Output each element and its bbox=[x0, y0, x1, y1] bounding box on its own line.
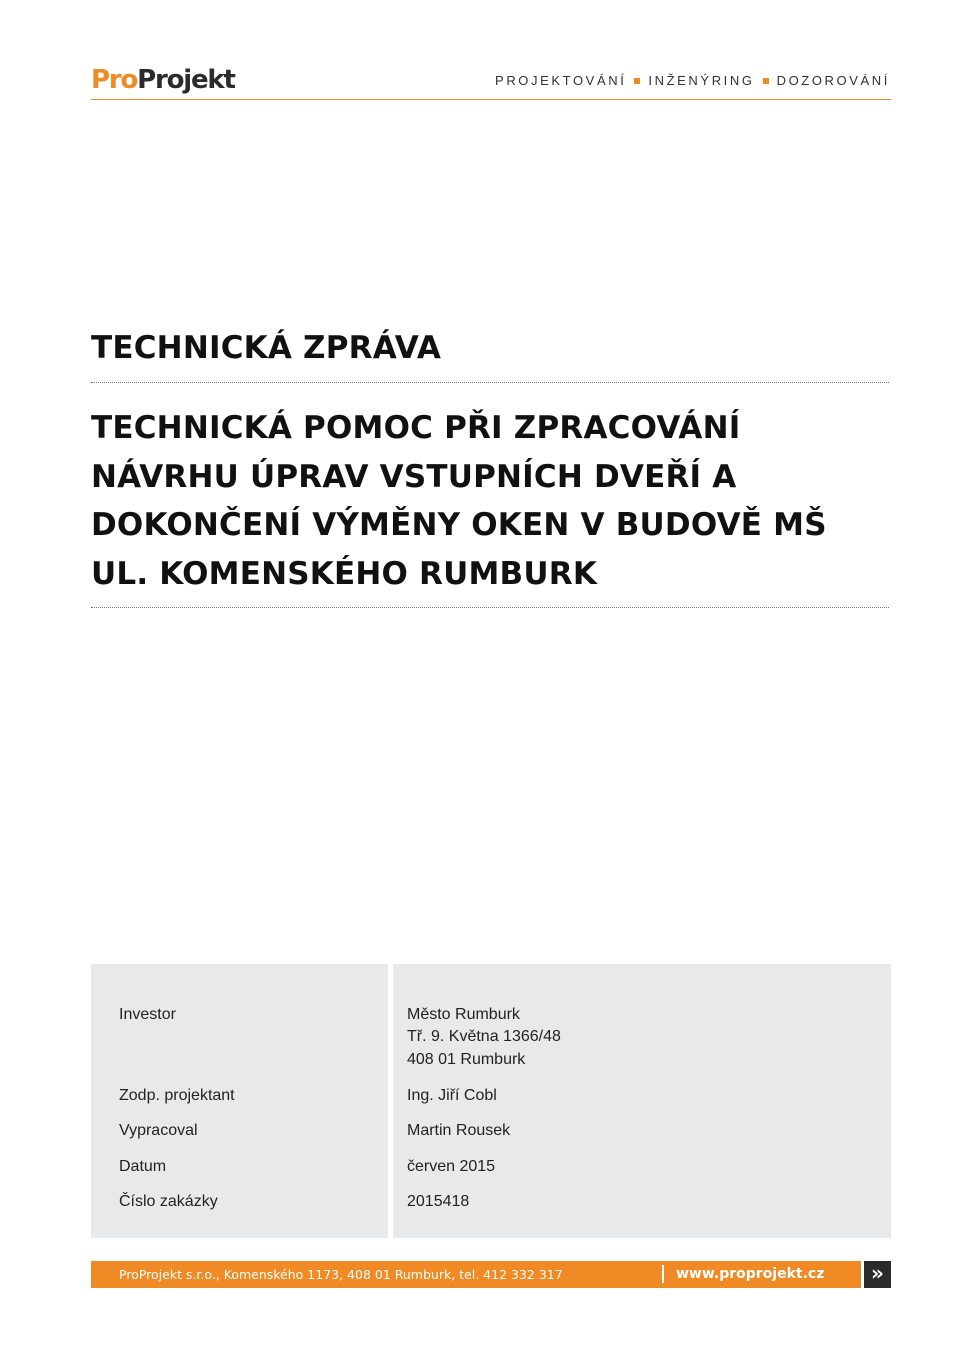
subtitle-line: TECHNICKÁ POMOC PŘI ZPRACOVÁNÍ bbox=[91, 410, 741, 446]
projektant-label: Zodp. projektant bbox=[119, 1087, 235, 1104]
footer-separator bbox=[662, 1265, 664, 1283]
investor-city: 408 01 Rumburk bbox=[407, 1051, 526, 1068]
company-tagline bbox=[495, 73, 890, 88]
tagline-separator-icon bbox=[634, 78, 640, 84]
vypracoval-label: Vypracoval bbox=[119, 1122, 198, 1139]
header-divider bbox=[91, 99, 891, 100]
subtitle-line: NÁVRHU ÚPRAV VSTUPNÍCH DVEŘÍ A bbox=[91, 458, 737, 495]
datum-value: červen 2015 bbox=[407, 1158, 496, 1175]
subtitle-line: DOKONČENÍ VÝMĚNY OKEN V BUDOVĚ MŠ bbox=[91, 507, 827, 543]
zakazka-value: 2015418 bbox=[407, 1193, 470, 1210]
investor-label: Investor bbox=[119, 1006, 176, 1023]
company-logo: ProProjekt bbox=[91, 65, 235, 95]
footer-address: ProProjekt s.r.o., Komenského 1173, 408 01 Rumburk, tel. 412 332 317 bbox=[119, 1267, 563, 1282]
zakazka-label: Číslo zakázky bbox=[119, 1193, 218, 1210]
datum-label: Datum bbox=[119, 1158, 167, 1175]
projektant-value: Ing. Jiří Cobl bbox=[407, 1087, 497, 1104]
tagline-item-projektovani: PROJEKTOVÁNÍ bbox=[495, 73, 627, 88]
subtitle-line: UL. KOMENSKÉHO RUMBURK bbox=[91, 555, 598, 592]
tagline-item-dozorovani: DOZOROVÁNÍ bbox=[776, 73, 890, 88]
tagline-item-inzenyring: INŽENÝRING bbox=[648, 73, 755, 88]
dotted-divider bbox=[91, 382, 889, 383]
footer-website-link[interactable]: www.proprojekt.cz bbox=[676, 1266, 825, 1282]
investor-street: Tř. 9. Května 1366/48 bbox=[407, 1028, 561, 1045]
vypracoval-value: Martin Rousek bbox=[407, 1122, 511, 1139]
tagline-separator-icon bbox=[763, 78, 769, 84]
document-title: TECHNICKÁ ZPRÁVA bbox=[91, 330, 442, 366]
double-chevron-icon[interactable]: » bbox=[864, 1261, 891, 1288]
dotted-divider bbox=[91, 607, 889, 608]
investor-name: Město Rumburk bbox=[407, 1006, 520, 1023]
document-subtitle bbox=[91, 404, 891, 598]
